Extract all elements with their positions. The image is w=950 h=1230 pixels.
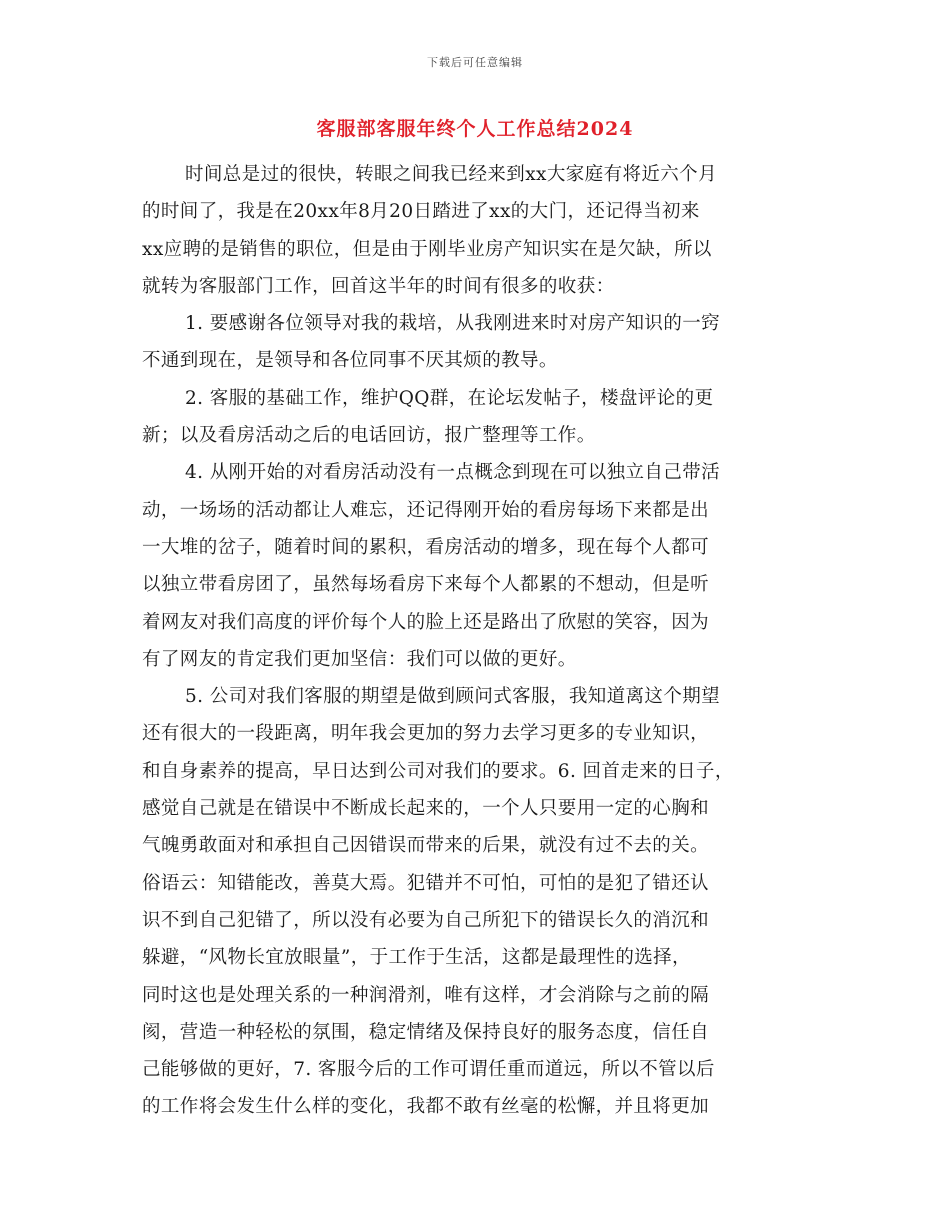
paragraph-line: 还有很大的一段距离，明年我会更加的努力去学习更多的专业知识，	[142, 723, 710, 745]
paragraph-line: 5. 公司对我们客服的期望是做到顾问式客服，我知道离这个期望	[185, 686, 721, 708]
paragraph-line: 4. 从刚开始的对看房活动没有一点概念到现在可以独立自己带活	[185, 462, 721, 484]
paragraph-line: 动，一场场的活动都让人难忘，还记得刚开始的看房每场下来都是出	[142, 499, 710, 521]
paragraph-line: 新；以及看房活动之后的电话回访，报广整理等工作。	[142, 425, 596, 447]
paragraph-line: 和自身素养的提高，早日达到公司对我们的要求。6. 回首走来的日子，	[142, 760, 734, 782]
paragraph-line: 一大堆的岔子，随着时间的累积，看房活动的增多，现在每个人都可	[142, 536, 710, 558]
paragraph-line: 2. 客服的基础工作，维护QQ群，在论坛发帖子，楼盘评论的更	[185, 387, 714, 409]
paragraph-line: 识不到自己犯错了，所以没有必要为自己所犯下的错误长久的消沉和	[142, 909, 710, 931]
paragraph-line: 躲避，“风物长宜放眼量”，于工作于生活，这都是最理性的选择，	[142, 947, 691, 969]
paragraph-line: 时间总是过的很快，转眼之间我已经来到xx大家庭有将近六个月	[185, 164, 717, 185]
paragraph-line: 己能够做的更好，7. 客服今后的工作可谓任重而道远，所以不管以后	[142, 1059, 715, 1081]
paragraph-line: 以独立带看房团了，虽然每场看房下来每个人都累的不想动，但是听	[142, 574, 710, 596]
paragraph-line: 1. 要感谢各位领导对我的栽培，从我刚进来时对房产知识的一窍	[185, 313, 721, 335]
paragraph-line: 气魄勇敢面对和承担自己因错误而带来的后果，就没有过不去的关。	[142, 835, 710, 857]
paragraph-line: 俗语云：知错能改，善莫大焉。犯错并不可怕，可怕的是犯了错还认	[142, 872, 710, 894]
paragraph-line: 的时间了，我是在20xx年8月20日踏进了xx的大门，还记得当初来	[142, 201, 700, 223]
paragraph-line: 的工作将会发生什么样的变化，我都不敢有丝毫的松懈，并且将更加	[142, 1096, 710, 1118]
document-body	[142, 156, 814, 1126]
paragraph-line: 感觉自己就是在错误中不断成长起来的，一个人只要用一定的心胸和	[142, 798, 710, 820]
paragraph-line: 有了网友的肯定我们更加坚信：我们可以做的更好。	[142, 648, 577, 670]
paragraph-line: 不通到现在，是领导和各位同事不厌其烦的教导。	[142, 350, 558, 372]
paragraph-line: 就转为客服部门工作，回首这半年的时间有很多的收获：	[142, 275, 615, 297]
paragraph-line: 同时这也是处理关系的一种润滑剂，唯有这样，才会消除与之前的隔	[142, 984, 710, 1006]
header-note: 下载后可任意编辑	[427, 56, 523, 69]
paragraph-line: 着网友对我们高度的评价每个人的脸上还是路出了欣慰的笑容，因为	[142, 611, 710, 633]
paragraph-line: xx应聘的是销售的职位，但是由于刚毕业房产知识实在是欠缺，所以	[142, 238, 712, 260]
paragraph-line: 阂，营造一种轻松的氛围，稳定情绪及保持良好的服务态度，信任自	[142, 1021, 710, 1043]
document-title: 客服部客服年终个人工作总结2024	[316, 118, 634, 140]
